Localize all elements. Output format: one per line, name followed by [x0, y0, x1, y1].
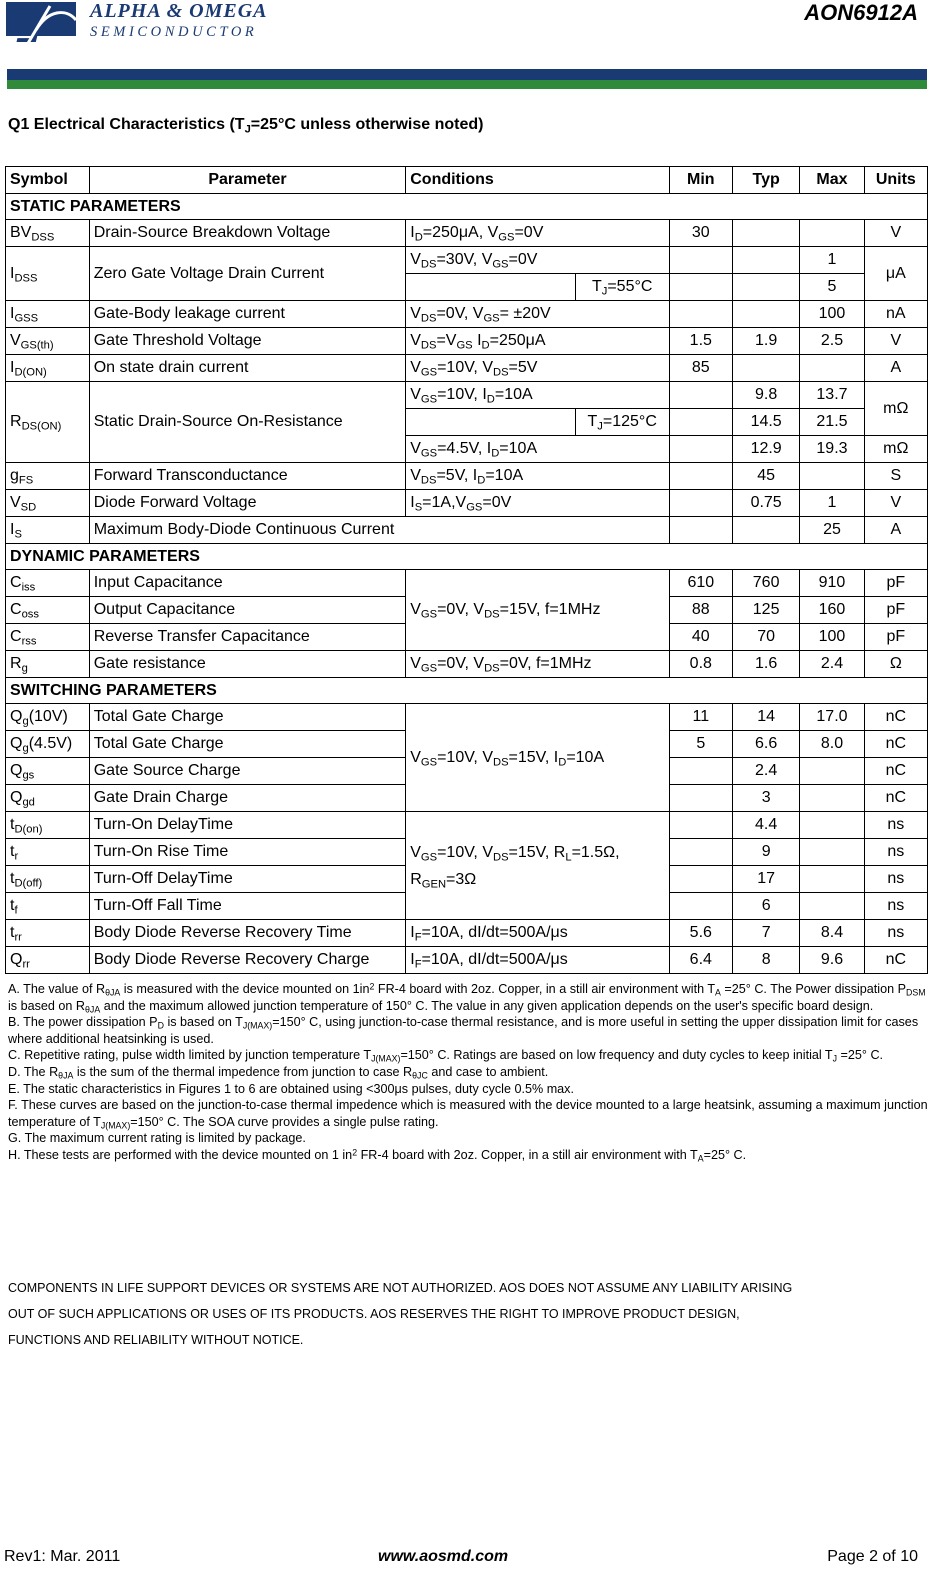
conditions-blank-cell	[406, 274, 575, 301]
max-cell: 100	[800, 301, 864, 328]
units-cell: nC	[864, 785, 927, 812]
parameter-cell: Total Gate Charge	[89, 731, 406, 758]
units-cell: nC	[864, 704, 927, 731]
parameter-cell: Gate Drain Charge	[89, 785, 406, 812]
units-cell: V	[864, 220, 927, 247]
units-cell: nA	[864, 301, 927, 328]
conditions-cell: $I_S=1A,V_{GS}=0V$	[406, 490, 669, 517]
typ-cell: 6.6	[732, 731, 799, 758]
symbol-cell: $t_{D(off)}$	[6, 866, 90, 893]
section-switching: SWITCHING PARAMETERS	[6, 678, 928, 704]
units-cell: ns	[864, 866, 927, 893]
units-cell: V	[864, 490, 927, 517]
min-cell	[669, 301, 732, 328]
disclaimer-line: FUNCTIONS AND RELIABILITY WITHOUT NOTICE.	[8, 1333, 304, 1347]
max-cell: 5	[800, 274, 864, 301]
parameter-cell: Gate Threshold Voltage	[89, 328, 406, 355]
conditions-cell: $I_F=10A$, dI/dt=500A/μs	[406, 947, 669, 974]
units-cell: A	[864, 355, 927, 382]
units-cell: S	[864, 463, 927, 490]
table-row	[6, 382, 928, 409]
conditions-cell: $V_{DS}=V_{GS}$ $I_D=250\mu A$	[406, 328, 669, 355]
table-header-row	[6, 167, 928, 194]
min-cell: 6.4	[669, 947, 732, 974]
min-cell	[669, 436, 732, 463]
typ-cell: 17	[732, 866, 799, 893]
max-cell: 1	[800, 490, 864, 517]
typ-cell	[732, 517, 799, 544]
symbol-cell: $V_{SD}$	[6, 490, 90, 517]
footnote-h: H. These tests are performed with the device mounted on 1 $in^2$ FR-4 board with 2oz. Copper, in a still air environment with $T_A=25^\circ$ C.	[8, 1147, 747, 1164]
legal-disclaimer	[8, 1275, 928, 1353]
min-cell	[669, 274, 732, 301]
max-cell	[800, 220, 864, 247]
symbol-cell: $t_{D(on)}$	[6, 812, 90, 839]
max-cell: 13.7	[800, 382, 864, 409]
typ-cell: 0.75	[732, 490, 799, 517]
min-cell: 85	[669, 355, 732, 382]
typ-cell	[732, 274, 799, 301]
min-cell: 88	[669, 597, 732, 624]
units-cell: ns	[864, 920, 927, 947]
units-cell: nC	[864, 731, 927, 758]
typ-cell: 9.8	[732, 382, 799, 409]
logo-company-line2: SEMICONDUCTOR	[90, 24, 258, 40]
symbol-cell: $t_r$	[6, 839, 90, 866]
parameter-cell: Maximum Body-Diode Continuous Current	[89, 517, 669, 544]
logo-company-line1: ALPHA & OMEGA	[90, 0, 268, 22]
conditions-cell: $V_{GS}=0V$, $V_{DS}=0V$, f=1MHz	[406, 651, 669, 678]
parameter-cell: Turn-On DelayTime	[89, 812, 406, 839]
disclaimer-line: COMPONENTS IN LIFE SUPPORT DEVICES OR SYSTEMS ARE NOT AUTHORIZED. AOS DOES NOT ASSUME ANY LIABILITY ARISING	[8, 1281, 793, 1295]
section-row	[6, 544, 928, 570]
min-cell	[669, 893, 732, 920]
company-logo	[4, 0, 294, 54]
units-cell: ns	[864, 893, 927, 920]
conditions-cell: $I_F=10A$, dI/dt=500A/μs	[406, 920, 669, 947]
min-cell: 30	[669, 220, 732, 247]
max-cell	[800, 355, 864, 382]
header-conditions: Conditions	[406, 167, 669, 194]
parameter-cell: Input Capacitance	[89, 570, 406, 597]
min-cell: 40	[669, 624, 732, 651]
max-cell	[800, 812, 864, 839]
units-cell: V	[864, 328, 927, 355]
conditions-cell: $V_{GS}=4.5V$, $I_D=10A$	[406, 436, 669, 463]
symbol-cell: $Q_{gd}$	[6, 785, 90, 812]
conditions-cell: $V_{DS}=5V$, $I_D=10A$	[406, 463, 669, 490]
conditions-cell: $V_{GS}=10V$, $V_{DS}=15V$, $I_D=10A$	[406, 704, 669, 812]
max-cell: 19.3	[800, 436, 864, 463]
part-number: AON6912A	[804, 0, 918, 25]
symbol-cell: $I_{D(ON)}$	[6, 355, 90, 382]
website-link[interactable]: www.aosmd.com	[378, 1548, 509, 1565]
parameter-cell: Static Drain-Source On-Resistance	[89, 382, 406, 463]
table-row	[6, 651, 928, 678]
conditions-subcell: $T_J=125^\circ C$	[575, 409, 669, 436]
units-cell: mΩ	[864, 382, 927, 436]
typ-cell: 2.4	[732, 758, 799, 785]
symbol-cell: $C_{rss}$	[6, 624, 90, 651]
parameter-cell: Zero Gate Voltage Drain Current	[89, 247, 406, 301]
footnote-d: D. The $R_{\theta JA}$ is the sum of the thermal impedence from junction to case $R_{\theta JC}$ and case to ambient.	[8, 1064, 549, 1081]
min-cell	[669, 866, 732, 893]
table-row	[6, 220, 928, 247]
typ-cell: 760	[732, 570, 799, 597]
units-cell: nC	[864, 947, 927, 974]
typ-cell	[732, 301, 799, 328]
min-cell: 0.8	[669, 651, 732, 678]
footnote-a: A. The value of $R_{\theta JA}$ is measured with the device mounted on $1in^2$ FR-4 board with 2oz. Copper, in a still air environment with $T_A =25^\circ$ C. The Power dissipation $P_{DSM}$ is based on $R_{\theta JA}$ and the maximum allowed junction temperature of 150° C. The value in any given application depends on the user's specific board design.	[8, 981, 926, 1015]
max-cell: 21.5	[800, 409, 864, 436]
min-cell	[669, 758, 732, 785]
table-row	[6, 947, 928, 974]
parameter-cell: Gate-Body leakage current	[89, 301, 406, 328]
min-cell: 5.6	[669, 920, 732, 947]
parameter-cell: Turn-On Rise Time	[89, 839, 406, 866]
max-cell	[800, 866, 864, 893]
conditions-cell: $V_{GS}=10V$, $V_{DS}=5V$	[406, 355, 669, 382]
typ-cell: 14.5	[732, 409, 799, 436]
symbol-cell: $t_f$	[6, 893, 90, 920]
max-cell: 8.0	[800, 731, 864, 758]
footnote-b: B. The power dissipation $P_D$ is based on $T_{J(MAX)}=150^\circ$ C, using junction-to-case thermal resistance, and is more useful in setting the upper dissipation limit for cases where additional heatsinking is used.	[8, 1015, 919, 1046]
min-cell	[669, 247, 732, 274]
disclaimer-line: OUT OF SUCH APPLICATIONS OR USES OF ITS PRODUCTS. AOS RESERVES THE RIGHT TO IMPROVE PRODUCT DESIGN,	[8, 1307, 740, 1321]
footnote-g: G. The maximum current rating is limited by package.	[8, 1131, 306, 1146]
units-cell: pF	[864, 624, 927, 651]
parameter-cell: Body Diode Reverse Recovery Charge	[89, 947, 406, 974]
max-cell	[800, 463, 864, 490]
min-cell	[669, 490, 732, 517]
table-row	[6, 247, 928, 274]
table-row	[6, 704, 928, 731]
header-typ: Typ	[732, 167, 799, 194]
units-cell: pF	[864, 597, 927, 624]
typ-cell: 12.9	[732, 436, 799, 463]
parameter-cell: Reverse Transfer Capacitance	[89, 624, 406, 651]
symbol-cell: $Q_{gs}$	[6, 758, 90, 785]
units-cell: mΩ	[864, 436, 927, 463]
symbol-cell: $I_{DSS}$	[6, 247, 90, 301]
footnote-f: F. These curves are based on the junction-to-case thermal impedence which is measured with the device mounted to a large heatsink, assuming a maximum junction temperature of $T_{J(MAX)}=150^\circ$ C. The SOA curve provides a single pulse rating.	[8, 1098, 928, 1131]
max-cell	[800, 839, 864, 866]
header-min: Min	[669, 167, 732, 194]
typ-cell: 7	[732, 920, 799, 947]
parameter-cell: Drain-Source Breakdown Voltage	[89, 220, 406, 247]
header-max: Max	[800, 167, 864, 194]
max-cell	[800, 893, 864, 920]
max-cell	[800, 758, 864, 785]
parameter-cell: Output Capacitance	[89, 597, 406, 624]
max-cell	[800, 785, 864, 812]
max-cell: 9.6	[800, 947, 864, 974]
electrical-characteristics-table	[5, 166, 928, 974]
min-cell	[669, 382, 732, 409]
min-cell	[669, 785, 732, 812]
min-cell: 5	[669, 731, 732, 758]
typ-cell: 70	[732, 624, 799, 651]
header-band-green	[7, 80, 927, 89]
symbol-cell: $Q_{rr}$	[6, 947, 90, 974]
parameter-cell: Diode Forward Voltage	[89, 490, 406, 517]
typ-cell: 3	[732, 785, 799, 812]
symbol-cell: $C_{iss}$	[6, 570, 90, 597]
symbol-cell: $I_S$	[6, 517, 90, 544]
units-cell: A	[864, 517, 927, 544]
max-cell: 8.4	[800, 920, 864, 947]
typ-cell: 6	[732, 893, 799, 920]
min-cell: 610	[669, 570, 732, 597]
symbol-cell: $BV_{DSS}$	[6, 220, 90, 247]
section-dynamic: DYNAMIC PARAMETERS	[6, 544, 928, 570]
conditions-blank-cell	[406, 409, 575, 436]
section-static: STATIC PARAMETERS	[6, 194, 928, 220]
header-symbol: Symbol	[6, 167, 90, 194]
logo-mark-letter: Ⅎ	[12, 1, 39, 52]
max-cell: 100	[800, 624, 864, 651]
table-row	[6, 812, 928, 839]
table-row	[6, 355, 928, 382]
symbol-cell: $Q_g(10V)$	[6, 704, 90, 731]
symbol-cell: $R_{DS(ON)}$	[6, 382, 90, 463]
conditions-cell: $V_{GS}=10V$, $I_D=10A$	[406, 382, 669, 409]
max-cell: 2.5	[800, 328, 864, 355]
typ-cell: 125	[732, 597, 799, 624]
typ-cell: 14	[732, 704, 799, 731]
table-row	[6, 463, 928, 490]
max-cell: 1	[800, 247, 864, 274]
units-cell: ns	[864, 839, 927, 866]
conditions-cell: $V_{DS}=30V$, $V_{GS}=0V$	[406, 247, 669, 274]
conditions-subcell: $T_J=55^\circ C$	[575, 274, 669, 301]
conditions-cell: $V_{GS}=10V$, $V_{DS}=15V$, $R_L=1.5\Omega$, $R_{GEN}=3\Omega$	[406, 812, 669, 920]
max-cell: 2.4	[800, 651, 864, 678]
typ-cell: 8	[732, 947, 799, 974]
section-row	[6, 194, 928, 220]
units-cell: μA	[864, 247, 927, 301]
footnote-c: C. Repetitive rating, pulse width limited by junction temperature $T_{J(MAX)}=150^\circ$ C. Ratings are based on low frequency and duty cycles to keep initial $T_J =25^\circ$ C.	[8, 1048, 884, 1065]
parameter-cell: Turn-Off DelayTime	[89, 866, 406, 893]
min-cell	[669, 517, 732, 544]
max-cell: 160	[800, 597, 864, 624]
table-row	[6, 490, 928, 517]
symbol-cell: $t_{rr}$	[6, 920, 90, 947]
parameter-cell: Forward Transconductance	[89, 463, 406, 490]
header-parameter: Parameter	[89, 167, 406, 194]
header-band-blue	[7, 69, 927, 80]
parameter-cell: Total Gate Charge	[89, 704, 406, 731]
min-cell	[669, 409, 732, 436]
page-number: Page 2 of 10	[827, 1548, 918, 1565]
revision-label: Rev1: Mar. 2011	[4, 1548, 121, 1565]
table-row	[6, 328, 928, 355]
max-cell: 17.0	[800, 704, 864, 731]
table-row	[6, 570, 928, 597]
footnote-e: E. The static characteristics in Figures 1 to 6 are obtained using <300μs pulses, duty cycle 0.5% max.	[8, 1081, 574, 1096]
units-cell: pF	[864, 570, 927, 597]
typ-cell: 1.9	[732, 328, 799, 355]
min-cell	[669, 839, 732, 866]
table-row	[6, 301, 928, 328]
conditions-cell: $I_D=250\mu A$, $V_{GS}=0V$	[406, 220, 669, 247]
typ-cell: 45	[732, 463, 799, 490]
symbol-cell: $g_{FS}$	[6, 463, 90, 490]
conditions-cell: $V_{DS}=0V$, $V_{GS}= \pm 20V$	[406, 301, 669, 328]
parameter-cell: On state drain current	[89, 355, 406, 382]
typ-cell	[732, 220, 799, 247]
symbol-cell: $Q_g(4.5V)$	[6, 731, 90, 758]
parameter-cell: Gate resistance	[89, 651, 406, 678]
typ-cell: 1.6	[732, 651, 799, 678]
min-cell: 11	[669, 704, 732, 731]
parameter-cell: Gate Source Charge	[89, 758, 406, 785]
typ-cell: 4.4	[732, 812, 799, 839]
table-row	[6, 920, 928, 947]
min-cell: 1.5	[669, 328, 732, 355]
typ-cell	[732, 355, 799, 382]
min-cell	[669, 812, 732, 839]
header-units: Units	[864, 167, 927, 194]
symbol-cell: $V_{GS(th)}$	[6, 328, 90, 355]
parameter-cell: Turn-Off Fall Time	[89, 893, 406, 920]
typ-cell	[732, 247, 799, 274]
max-cell: 25	[800, 517, 864, 544]
symbol-cell: $R_g$	[6, 651, 90, 678]
section-title: Q1 Electrical Characteristics ($T_J=25^\circ C$ unless otherwise noted)	[8, 116, 484, 136]
units-cell: Ω	[864, 651, 927, 678]
table-row	[6, 517, 928, 544]
min-cell	[669, 463, 732, 490]
typ-cell: 9	[732, 839, 799, 866]
conditions-cell: $V_{GS}=0V$, $V_{DS}=15V$, f=1MHz	[406, 570, 669, 651]
parameter-cell: Body Diode Reverse Recovery Time	[89, 920, 406, 947]
symbol-cell: $I_{GSS}$	[6, 301, 90, 328]
units-cell: nC	[864, 758, 927, 785]
units-cell: ns	[864, 812, 927, 839]
section-row	[6, 678, 928, 704]
max-cell: 910	[800, 570, 864, 597]
footnotes	[8, 981, 928, 1164]
symbol-cell: $C_{oss}$	[6, 597, 90, 624]
